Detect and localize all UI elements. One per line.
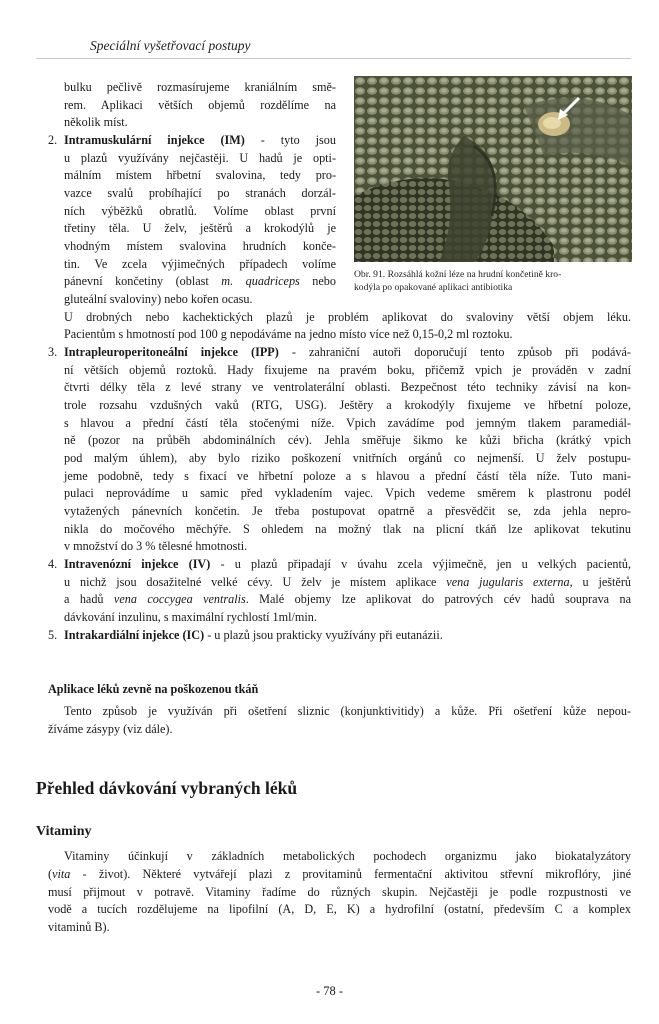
text-line: v množství do 3 % tělesné hmotnosti.	[64, 539, 248, 553]
text-line	[64, 574, 631, 592]
list-item-im-first-line	[64, 132, 336, 150]
text-line: nikla do močového měchýře. S ohledem na možný tlak na plicní tkáň lze aplikovat tekutinu	[64, 522, 631, 536]
text-line: bulku pečlivě rozmasírujeme kraniálním smě-	[64, 80, 336, 94]
figure-crocodile-skin-lesion	[354, 76, 632, 262]
text-span: . Malé objemy lze aplikovat do patrových cév hadů souprava na	[245, 592, 631, 606]
text-line: tin. Ve zcela výjimečných případech volíme	[64, 257, 336, 271]
text-line: vitaminů B).	[48, 920, 110, 934]
text-line: vytažených pánevních končetin. Je třeba postupovat opatrně a přesvědčit se, zda jehla nepro-	[64, 504, 631, 518]
text-line	[64, 591, 631, 609]
text-line: žíváme zásypy (viz dále).	[48, 722, 173, 736]
text-line: čtvrti délky těla z levé strany ve ventrolaterální oblasti. Bezpečnost této techniky závisí na kon-	[64, 380, 631, 394]
page-number: - 78 -	[315, 984, 344, 998]
text-italic: vita	[52, 867, 71, 881]
text-line: u plazů využívány nejčastěji. U hadů je opti-	[64, 151, 336, 165]
text-line: ní větších objemů roztoků. Hady fixujeme na pravém boku, přičemž vpich je prováděn v zadní	[64, 363, 631, 377]
section-title: Přehled dávkování vybraných léků	[36, 778, 298, 798]
text-line: třetiny těla. U želv, ještěrů a krokodýlů je	[64, 221, 336, 235]
text-span: a hadů	[64, 592, 114, 606]
text-line: vhodným místem svalovina hrudních konče-	[64, 239, 336, 253]
text-span: nebo	[299, 274, 336, 288]
list-item-iv-first-line	[64, 556, 631, 574]
text-span: - tyto jsou	[244, 133, 336, 147]
text-line: jeme podobně, tedy s fixací ve hřbetní poloze a s hlavou a přední částí těla níže. Tuto mani-	[64, 469, 631, 483]
text-span: u nichž jsou dosažitelné velké cévy. U želv je místem aplikace	[64, 575, 447, 589]
item-title: Intrapleuroperitoneální injekce (IPP)	[64, 345, 279, 359]
text-italic: m. quadriceps	[221, 274, 300, 288]
list-number: 2.	[48, 133, 58, 147]
text-line: ně (pozor na průběh abdominálních cév). Jehla směřuje šikmo ke kůži břicha (krátký vpich	[64, 433, 631, 447]
text-line	[64, 273, 336, 291]
text-line: trole rozsahu vzdušných vaků (RTG, USG). Ještěry a krokodýly fixujeme ve hřbetní poloze,	[64, 398, 631, 412]
subheading-damaged-skin: Aplikace léků zevně na poškozenou tkáň	[48, 682, 259, 696]
text-line: ních výběžků obratlů. Volíme oblast první	[64, 204, 336, 218]
text-line: pod malým úhlem), aby bylo riziko poškození vnitřních orgánů co nejmenší. U želv postupu-	[64, 451, 631, 465]
text-line: musí přijmout v potravě. Vitaminy řadíme do různých skupin. Nejčastěji je podle rozpustnosti ve	[48, 885, 631, 899]
text-line: gluteální svaloviny) nebo kořen ocasu.	[64, 292, 253, 306]
text-line: Tento způsob je využíván při ošetření sliznic (konjunktivitidy) a kůže. Při ošetření kůže nepou-	[64, 704, 631, 718]
text-italic: vena coccygea ventralis	[113, 592, 246, 606]
list-number: 4.	[48, 557, 58, 571]
header-rule	[36, 58, 631, 59]
text-span: , u ještěrů	[569, 575, 631, 589]
text-line: s hlavou a přední částí těla stočenými níže. Vpich zavádíme pod jemným tlakem paramediál-	[64, 416, 631, 430]
text-italic: vena jugularis externa	[446, 575, 570, 589]
text-line: Vitaminy účinkují v základních metabolických pochodech organizmu jako biokatalyzátory	[64, 849, 631, 863]
list-item-ipp-first-line	[64, 344, 631, 362]
text-span: (	[48, 867, 53, 881]
subsection-title-vitamins: Vitaminy	[36, 824, 92, 839]
text-line: málním místem hřbetní svalovina, tedy pro-	[64, 168, 336, 182]
text-line: vazce svalů probíhající po stranách dorzál-	[64, 186, 336, 200]
text-line: vodě a tucích rozdělujeme na lipofilní (A, D, E, K) a hydrofilní (ostatní, především C a komplex	[48, 902, 631, 916]
text-span: - život). Některé vytvářejí plazi z provitaminů fermentační aktivitou střevní mikroflóry, jiné	[70, 867, 631, 881]
text-span: - zahraniční autoři doporučují tento způsob při podává-	[278, 345, 631, 359]
text-line: dávkování inzulinu, s maximální rychlostí 1ml/min.	[64, 610, 317, 624]
text-line: Pacientům s hmotností pod 100 g nepodáváme na jedno místo více než 0,15-0,2 ml roztoku.	[64, 327, 513, 341]
item-title: Intravenózní injekce (IV)	[64, 557, 211, 571]
crocodile-photo	[354, 76, 632, 262]
text-line: pulaci neprovádíme u samic před vykladením vajec. Vpich vedeme směrem k plastronu podél	[64, 486, 631, 500]
text-span: pánevní končetiny (oblast	[64, 274, 222, 288]
item-title: Intrakardiální injekce (IC)	[64, 628, 205, 642]
text-line: U drobných nebo kachektických plazů je problém aplikovat do svaloviny větší objem léku.	[64, 310, 631, 324]
figure-caption	[354, 268, 632, 294]
running-header: Speciální vyšetřovací postupy	[90, 38, 251, 53]
text-line: rem. Aplikaci větších objemů rozdělíme na	[64, 98, 336, 112]
caption-line: kodýla po opakované aplikaci antibiotika	[354, 282, 513, 293]
item-title: Intramuskulární injekce (IM)	[64, 133, 245, 147]
text-span: - u plazů připadají v úvahu zcela výjimečně, jen u velkých pacientů,	[210, 557, 631, 571]
list-number: 5.	[48, 628, 58, 642]
caption-line: Obr. 91. Rozsáhlá kožní léze na hrudní končetině kro-	[354, 269, 562, 280]
list-number: 3.	[48, 345, 58, 359]
text-line	[48, 866, 631, 884]
list-item-ic-line	[64, 627, 631, 645]
text-span: - u plazů jsou prakticky využívány při eutanázii.	[204, 628, 443, 642]
text-line: několik míst.	[64, 115, 128, 129]
